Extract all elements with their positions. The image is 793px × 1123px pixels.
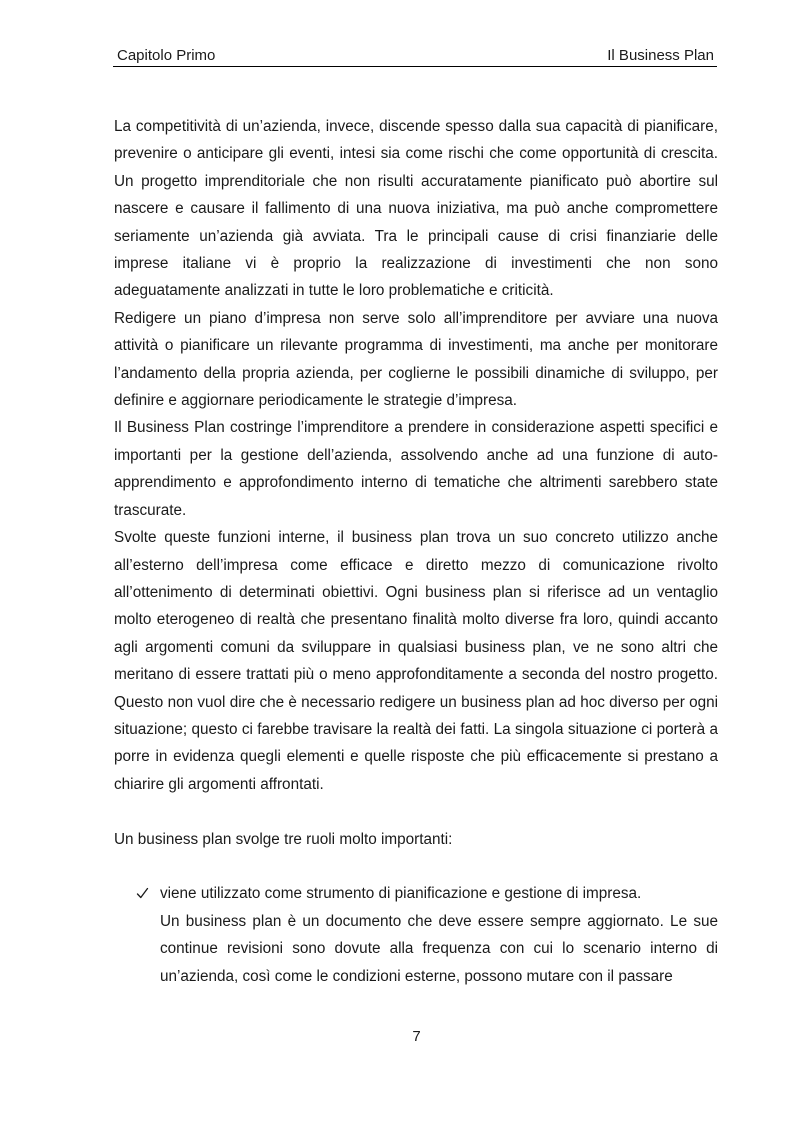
spacer <box>114 798 718 825</box>
paragraph: Redigere un piano d’impresa non serve solo all’imprenditore per avviare una nuova attività o pianificare un rilevante programma di investimenti, ma anche per monitorare l’andamento della propria azienda, per coglierne le possibili dinamiche di sviluppo, per definire e aggiornare periodicamente le strategie d’impresa. <box>114 309 718 410</box>
list-intro: Un business plan svolge tre ruoli molto importanti: <box>114 830 453 848</box>
chapter-title: Capitolo Primo <box>117 47 216 64</box>
list-item-title: viene utilizzato come strumento di pianificazione e gestione di impresa. <box>160 885 642 903</box>
check-icon <box>136 880 152 907</box>
paragraph: La competitività di un’azienda, invece, discende spesso dalla sua capacità di pianificare, prevenire o anticipare gli eventi, intesi sia come rischi che come opportunità di crescita. Un progetto imprenditoriale che non risulti accuratamente pianificato può abortire sul nascere e causare il fallimento di una nuova iniziativa, ma può anche compromettere seriamente un’azienda già avviata. Tra le principali cause di crisi finanziarie delle imprese italiane vi è proprio la realizzazione di investimenti che non sono adeguatamente analizzati in tutte le loro problematiche e criticità. <box>114 118 718 300</box>
section-title: Il Business Plan <box>607 47 714 64</box>
page-header <box>113 47 717 67</box>
body-text <box>114 113 718 990</box>
list-item-text: Un business plan è un documento che deve essere sempre aggiornato. Le sue continue revisioni sono dovute alla frequenza con cui lo scenario interno di un’azienda, così come le condizioni esterne, possono mutare con il passare <box>160 912 718 985</box>
spacer <box>114 853 718 880</box>
list-item <box>114 880 718 990</box>
paragraph: Svolte queste funzioni interne, il business plan trova un suo concreto utilizzo anche all’esterno dell’impresa come efficace e diretto mezzo di comunicazione rivolto all’ottenimento di determinati obiettivi. Ogni business plan si riferisce ad un ventaglio molto eterogeneo di realtà che presentano finalità molto diverse fra loro, quindi accanto agli argomenti comuni da sviluppare in qualsiasi business plan, ve ne sono altri che meritano di essere trattati più o meno approfonditamente a seconda del nostro progetto. Questo non vuol dire che è necessario redigere un business plan ad hoc diverso per ogni situazione; questo ci farebbe travisare la realtà dei fatti. La singola situazione ci porterà a porre in evidenza quegli elementi e quelle risposte che più efficacemente si prestano a chiarire gli argomenti affrontati. <box>114 529 718 793</box>
page-number: 7 <box>412 1028 421 1045</box>
paragraph: Il Business Plan costringe l’imprenditore a prendere in considerazione aspetti specifici e importanti per la gestione dell’azienda, assolvendo anche ad una funzione di auto-apprendimento e approfondimento interno di tematiche che altrimenti sarebbero state trascurate. <box>114 419 718 519</box>
